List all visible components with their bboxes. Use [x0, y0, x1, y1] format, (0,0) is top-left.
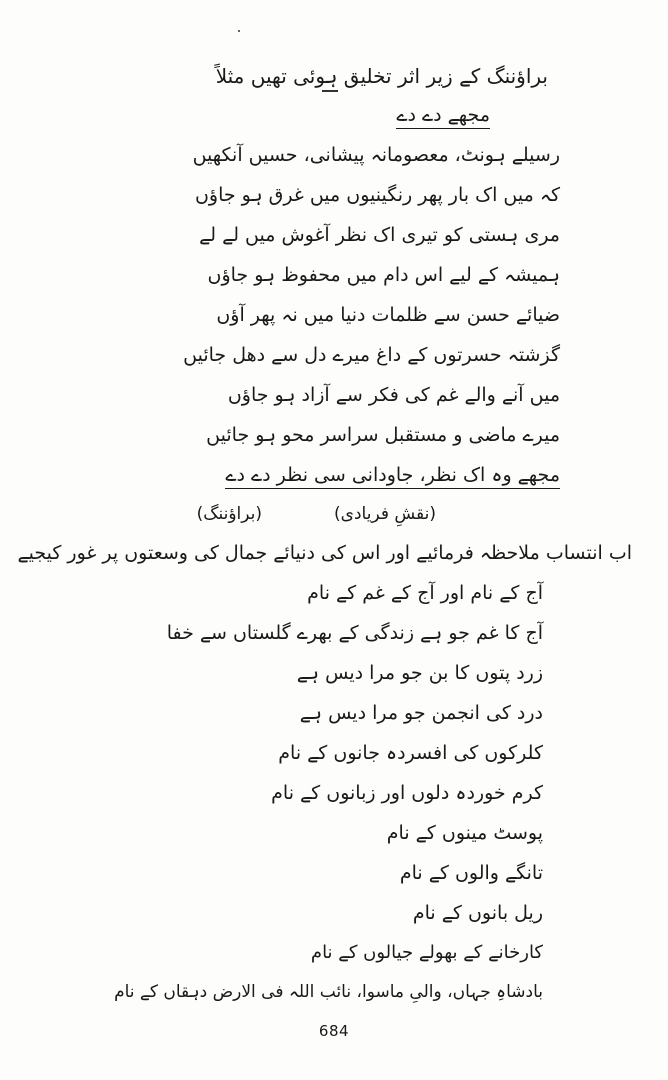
poem-2-line-5: کلرکوں کی افسردہ جانوں کے نام — [278, 742, 543, 764]
poem-2-line-1: آج کے نام اور آج کے غم کے نام — [307, 582, 543, 604]
page-number: 684 — [318, 1022, 350, 1040]
poem-1-line-5: ضیائے حسن سے ظلمات دنیا میں نہ پھر آؤں — [216, 304, 560, 326]
poem-1-line-7: میں آنے والے غم کی فکر سے آزاد ہو جاؤں — [227, 384, 560, 406]
dash-mark — [322, 90, 338, 92]
attribution-influence: (براؤننگ) — [196, 504, 262, 524]
print-speck — [238, 30, 240, 32]
attribution-source: (نقشِ فریادی) — [334, 504, 436, 524]
poem-2-line-8: تانگے والوں کے نام — [399, 862, 543, 884]
intro-line-2 — [396, 106, 490, 125]
poem-1-line-9-text: مجھے وہ اک نظر، جاودانی سی نظر دے دے — [225, 464, 560, 489]
intro-line-1: براؤننگ کے زیر اثر تخلیق ہوئی تھیں مثلاً — [215, 64, 548, 88]
poem-2-line-11: بادشاہِ جہاں، والیِ ماسوا، نائب اللہ فی الارض دہقاں کے نام — [114, 982, 543, 1002]
poem-1-line-8: میرے ماضی و مستقبل سراسر محو ہو جائیں — [206, 424, 560, 446]
poem-2-line-3: زرد پتوں کا بن جو مرا دیس ہے — [296, 662, 543, 684]
poem-1-line-3: مری ہستی کو تیری اک نظر آغوش میں لے لے — [199, 224, 560, 246]
poem-2-line-2: آج کا غم جو ہے زندگی کے بھرے گلستاں سے خفا — [166, 622, 543, 644]
poem-2-line-10: کارخانے کے بھولے جیالوں کے نام — [310, 942, 543, 963]
commentary-intro: اب انتساب ملاحظہ فرمائیے اور اس کی دنیائے جمال کی وسعتوں پر غور کیجیے — [17, 542, 632, 564]
poem-1-line-4: ہمیشہ کے لیے اس دام میں محفوظ ہو جاؤں — [207, 264, 560, 286]
poem-2-line-6: کرم خوردہ دلوں اور زبانوں کے نام — [271, 782, 543, 804]
poem-1-line-9 — [225, 466, 560, 485]
poem-2-line-9: ریل بانوں کے نام — [412, 902, 543, 924]
poem-1-line-6: گزشتہ حسرتوں کے داغ میرے دل سے دھل جائیں — [183, 344, 560, 366]
poem-1-line-2: کہ میں اک بار پھر رنگینیوں میں غرق ہو جاؤں — [194, 184, 560, 206]
poem-2-line-7: پوسٹ مینوں کے نام — [386, 822, 543, 844]
intro-line-2-text: مجھے دے دے — [396, 104, 490, 129]
poem-2-line-4: درد کی انجمن جو مرا دیس ہے — [299, 702, 543, 724]
poem-1-line-1: رسیلے ہونٹ، معصومانہ پیشانی، حسیں آنکھیں — [192, 144, 560, 166]
